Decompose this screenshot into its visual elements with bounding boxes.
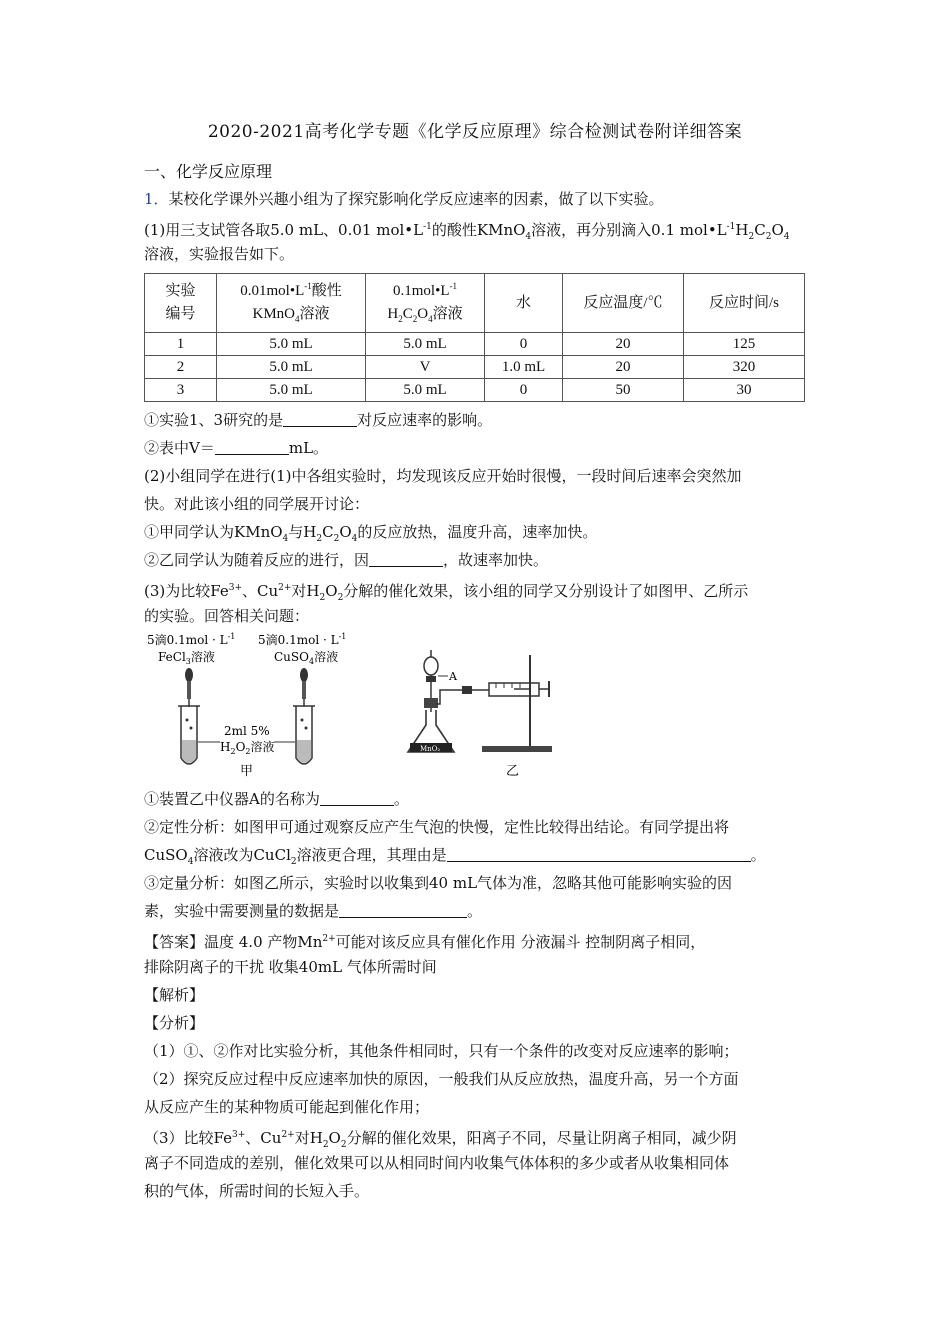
instrument-a-label: A bbox=[449, 670, 457, 683]
analysis-paragraph-3-line2: 离子不同造成的差别，催化效果可以从相同时间内收集气体体积的多少或者从收集相同体 bbox=[144, 1154, 730, 1172]
table-cell: 5.0 mL bbox=[217, 356, 366, 379]
question-line-c3-1: ③定量分析：如图乙所示，实验时以收集到40 mL气体为准，忽略其他可能影响实验的因 bbox=[144, 874, 733, 892]
answer-line-1: 【答案】温度 4.0 产物$Mn^{2+}$可能对该反应具有催化作用 分液漏斗 控制阴离子相同， bbox=[144, 933, 706, 951]
table-cell: 0 bbox=[485, 379, 563, 402]
table-cell: V bbox=[366, 356, 485, 379]
table-cell: 3 bbox=[145, 379, 217, 402]
answer-blank[interactable] bbox=[283, 412, 357, 427]
answer-blank[interactable] bbox=[339, 903, 467, 918]
analysis-paragraph-3-line3: 积的气体，所需时间的长短入手。 bbox=[144, 1182, 370, 1200]
answer-blank[interactable] bbox=[447, 847, 751, 862]
table-row bbox=[145, 333, 805, 356]
question-part3-line1: (3)为比较$Fe^{3+}$、$Cu^{2+}$对$H_2O_2$分解的催化效果，该小组的同学又分别设计了如图甲、乙所示 bbox=[144, 582, 749, 603]
table-cell: 320 bbox=[684, 356, 805, 379]
table-cell: 0 bbox=[485, 333, 563, 356]
right-test-tube-icon bbox=[293, 706, 315, 764]
question-part3-line2: 的实验。回答相关问题： bbox=[144, 607, 310, 625]
header-cell-kmno4: $0.01mol•L^{-1}$酸性 KMnO$_4$溶液 bbox=[217, 274, 366, 333]
question-part2-line3: ①甲同学认为KMnO$_4$与$H_2C_2O_4$的反应放热，温度升高，速率加快。 bbox=[144, 523, 598, 544]
table-cell: 1 bbox=[145, 333, 217, 356]
left-dropper-icon bbox=[185, 668, 193, 707]
analysis-heading-jiexi: 【解析】 bbox=[144, 986, 205, 1004]
table-header-row bbox=[145, 274, 805, 333]
table-cell: 5.0 mL bbox=[217, 379, 366, 402]
question-part2-line4: ②乙同学认为随着反应的进行，因 ，故速率加快。 bbox=[144, 551, 549, 569]
experiment-figure bbox=[144, 630, 569, 780]
table-cell: 20 bbox=[563, 333, 684, 356]
right-dropper-label: 5滴$0.1mol \cdot L^{-1}$ bbox=[258, 632, 347, 647]
separatory-funnel-icon bbox=[424, 650, 438, 712]
question-line-c1: ①装置乙中仪器A的名称为 。 bbox=[144, 790, 409, 808]
middle-solution-label-2: $H_2O_2$溶液 bbox=[220, 740, 275, 756]
experiment-table bbox=[144, 273, 805, 402]
question-line-a2: ②表中V＝ mL。 bbox=[144, 439, 329, 457]
answer-blank[interactable] bbox=[215, 440, 289, 455]
table-cell: 30 bbox=[684, 379, 805, 402]
answer-line-2: 排除阴离子的干扰 收集40mL 气体所需时间 bbox=[144, 958, 437, 976]
figure-jia-label: 甲 bbox=[240, 764, 254, 779]
analysis-paragraph-1: （1）①、②作对比实验分析，其他条件相同时，只有一个条件的改变对反应速率的影响； bbox=[144, 1042, 739, 1060]
table-cell: 50 bbox=[563, 379, 684, 402]
table-row bbox=[145, 356, 805, 379]
header-cell-h2c2o4: $0.1mol•L^{-1}$ $H_2C_2O_4$溶液 bbox=[366, 274, 485, 333]
document-title: 2020-2021高考化学专题《化学反应原理》综合检测试卷附详细答案 bbox=[207, 122, 743, 142]
table-cell: 2 bbox=[145, 356, 217, 379]
question-1-stem: 1．某校化学课外兴趣小组为了探究影响化学反应速率的因素，做了以下实验。 bbox=[144, 190, 664, 208]
header-cell-time: 反应时间/s bbox=[684, 274, 805, 333]
table-cell: 5.0 mL bbox=[366, 379, 485, 402]
table-cell: 20 bbox=[563, 356, 684, 379]
question-part2-line2: 快。对此该小组的同学展开讨论： bbox=[144, 495, 370, 513]
apparatus-diagram bbox=[144, 630, 569, 780]
left-test-tube-icon bbox=[178, 706, 200, 764]
left-solution-label: FeCl$_3$溶液 bbox=[158, 650, 215, 666]
question-1-part1-line2: 溶液，实验报告如下。 bbox=[144, 245, 295, 263]
answer-blank[interactable] bbox=[369, 552, 443, 567]
question-1-part1-line1: (1)用三支试管各取5.0 mL、0.01 $mol•L^{-1}$的酸性KMnO$_4$溶液，再分别滴入0.1 $mol•L^{-1}H_2C_2O_4$ bbox=[144, 221, 790, 242]
right-solution-label: CuSO$_4$溶液 bbox=[274, 650, 339, 666]
question-line-c2-1: ②定性分析：如图甲可通过观察反应产生气泡的快慢，定性比较得出结论。有同学提出将 bbox=[144, 818, 730, 836]
figure-yi-label: 乙 bbox=[506, 764, 520, 779]
analysis-heading-fenxi: 【分析】 bbox=[144, 1014, 205, 1032]
answer-blank[interactable] bbox=[320, 791, 394, 806]
question-line-a1: ①实验1、3研究的是 对反应速率的影响。 bbox=[144, 411, 493, 429]
conical-flask-icon bbox=[408, 710, 454, 753]
right-dropper-icon bbox=[300, 668, 308, 707]
header-cell-number: 实验 编号 bbox=[145, 274, 217, 333]
table-cell: 125 bbox=[684, 333, 805, 356]
iron-stand-icon bbox=[482, 655, 552, 752]
analysis-paragraph-2-line2: 从反应产生的某种物质可能起到催化作用； bbox=[144, 1098, 430, 1116]
table-row bbox=[145, 379, 805, 402]
header-cell-water: 水 bbox=[485, 274, 563, 333]
question-part2-line1: (2)小组同学在进行(1)中各组实验时，均发现该反应开始时很慢，一段时间后速率会突然加 bbox=[144, 467, 742, 485]
svg-text:MnO₂: MnO₂ bbox=[420, 745, 441, 753]
table-cell: 5.0 mL bbox=[366, 333, 485, 356]
question-line-c3-2: 素，实验中需要测量的数据是 。 bbox=[144, 902, 483, 920]
table-cell: 5.0 mL bbox=[217, 333, 366, 356]
question-number: 1． bbox=[144, 190, 169, 208]
section-heading: 一、化学反应原理 bbox=[144, 162, 273, 181]
middle-solution-label-1: 2ml 5% bbox=[224, 724, 270, 738]
left-dropper-label: 5滴$0.1mol \cdot L^{-1}$ bbox=[147, 632, 236, 647]
table-cell: 1.0 mL bbox=[485, 356, 563, 379]
question-line-c2-2: CuSO$_4$溶液改为CuCl$_2$溶液更合理，其理由是 。 bbox=[144, 846, 766, 867]
analysis-paragraph-2-line1: （2）探究反应过程中反应速率加快的原因，一般我们从反应放热，温度升高，另一个方面 bbox=[144, 1070, 739, 1088]
analysis-paragraph-3-line1: （3）比较$Fe^{3+}$、$Cu^{2+}$对$H_2O_2$分解的催化效果，阳离子不同，尽量让阴离子相同，减少阴 bbox=[144, 1129, 737, 1150]
header-cell-temperature: 反应温度/℃ bbox=[563, 274, 684, 333]
